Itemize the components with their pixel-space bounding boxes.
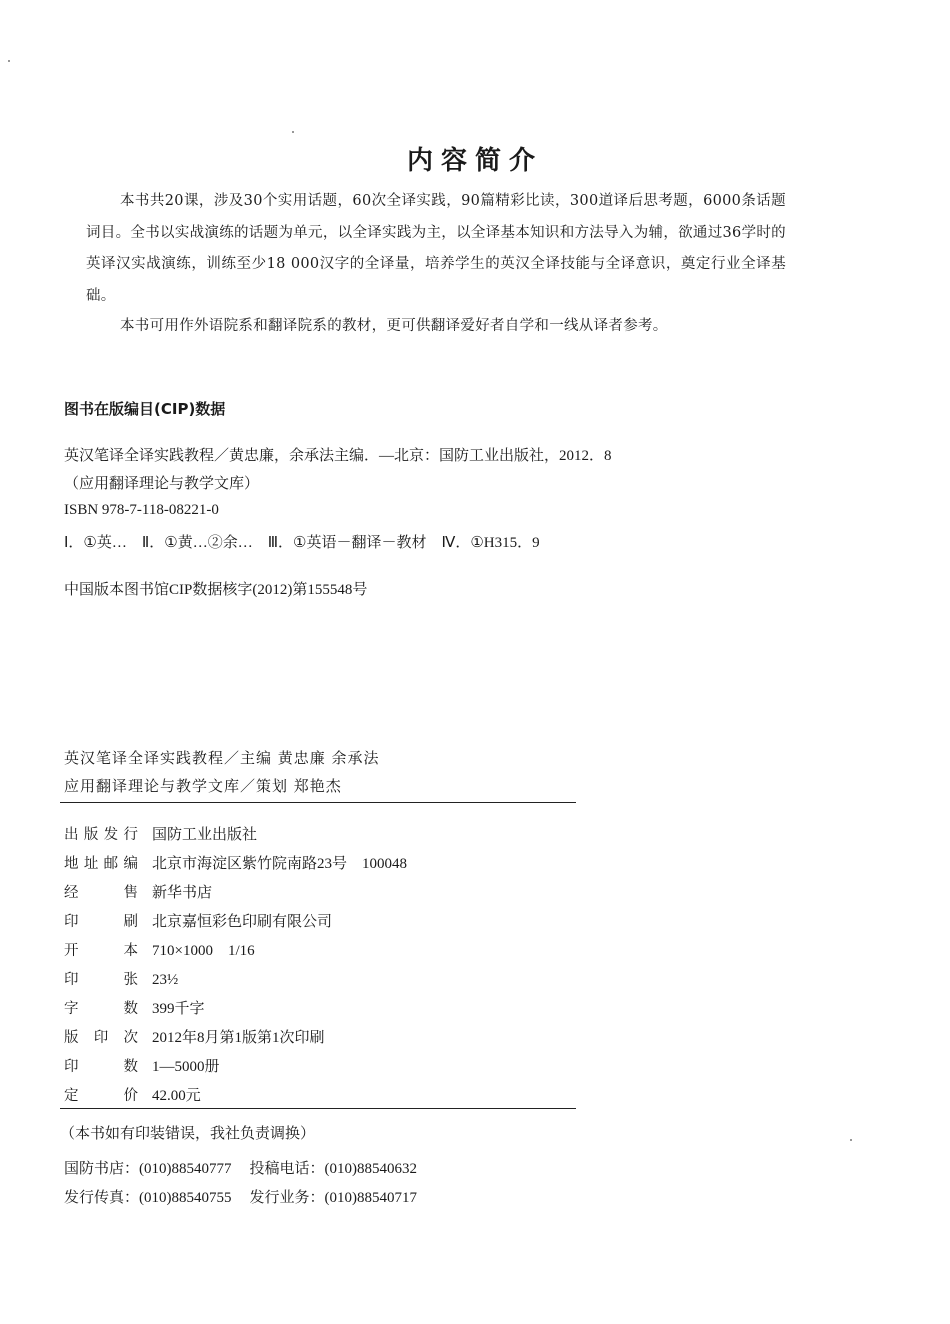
- intro-paragraph-2: 本书可用作外语院系和翻译院系的教材，更可供翻译爱好者自学和一线从译者参考。: [120, 318, 668, 334]
- pub-label: 定价: [64, 1088, 138, 1104]
- contact-line-2: [64, 1186, 417, 1207]
- pub-value: 北京嘉恒彩色印刷有限公司: [152, 914, 333, 930]
- bookstore-phone: 国防书店：(010)88540777: [64, 1161, 232, 1177]
- pub-value: 710×1000 1/16: [152, 943, 255, 959]
- pub-label: 印刷: [64, 914, 138, 930]
- returns-note: （本书如有印装错误，我社负责调换）: [60, 1124, 316, 1142]
- distribution-phone: 发行业务：(010)88540717: [249, 1190, 417, 1206]
- pub-label: 开本: [64, 943, 138, 959]
- cip-series-line: （应用翻译理论与教学文库）: [64, 476, 260, 492]
- pub-row-price: [64, 1084, 201, 1110]
- scan-speck: [8, 60, 10, 62]
- cip-heading: 图书在版编目(CIP)数据: [64, 400, 226, 418]
- cip-title-line: 英汉笔译全译实践教程／黄忠廉，余承法主编．—北京：国防工业出版社，2012．8: [64, 448, 612, 464]
- submission-phone: 投稿电话：(010)88540632: [249, 1161, 417, 1177]
- intro-paragraph-1: 本书共20课，涉及30个实用话题，60次全译实践，90篇精彩比读，300道译后思考题，6000条话题词目。全书以实战演练的话题为单元，以全译实践为主，以全译基本知识和方法导入为辅，欲通过36学时的英译汉实战演练，训练至少18 000汉字的全译量，培养学生的英汉全译技能与全译意识，奠定行业全译基础。: [86, 193, 786, 304]
- pub-label: 印数: [64, 1059, 138, 1075]
- pub-value: 2012年8月第1版第1次印刷: [152, 1030, 325, 1046]
- scan-speck: [850, 1139, 852, 1141]
- divider-bottom: [60, 1108, 576, 1109]
- pub-label: 字数: [64, 1001, 138, 1017]
- pub-row-publisher: [64, 823, 257, 849]
- pub-row-edition: [64, 1026, 325, 1052]
- pub-label: 地址邮编: [64, 856, 138, 872]
- pub-value: 23½: [152, 972, 179, 988]
- pub-label: 印张: [64, 972, 138, 988]
- pub-row-printer: [64, 910, 332, 936]
- pub-value: 北京市海淀区紫竹院南路23号 100048: [152, 856, 408, 872]
- intro-title: 内容简介: [406, 146, 543, 176]
- credit-series-planner: 应用翻译理论与教学文库／策划 郑艳杰: [64, 777, 342, 795]
- scan-speck: [292, 131, 294, 133]
- pub-row-sheets: [64, 968, 178, 994]
- divider-top: [60, 802, 576, 803]
- pub-row-distributor: [64, 881, 212, 907]
- pub-row-format: [64, 939, 255, 965]
- pub-row-address: [64, 852, 407, 878]
- pub-label: 出版发行: [64, 827, 138, 843]
- pub-label: 版印次: [64, 1030, 138, 1046]
- cip-classification-line: Ⅰ．①英… Ⅱ．①黄…②余… Ⅲ．①英语－翻译－教材 Ⅳ．①H315．9: [64, 535, 540, 551]
- pub-row-print-run: [64, 1055, 220, 1081]
- cip-record-number: 中国版本图书馆CIP数据核字(2012)第155548号: [64, 582, 368, 598]
- pub-value: 新华书店: [152, 885, 213, 901]
- pub-value: 399千字: [152, 1001, 205, 1017]
- pub-value: 1—5000册: [152, 1059, 220, 1075]
- pub-value: 42.00元: [152, 1088, 201, 1104]
- pub-value: 国防工业出版社: [152, 827, 258, 843]
- pub-label: 经售: [64, 885, 138, 901]
- credit-editors: 英汉笔译全译实践教程／主编 黄忠廉 余承法: [64, 749, 380, 767]
- pub-row-word-count: [64, 997, 205, 1023]
- cip-isbn-line: ISBN 978-7-118-08221-0: [64, 502, 219, 518]
- distribution-fax: 发行传真：(010)88540755: [64, 1190, 232, 1206]
- contact-line-1: [64, 1157, 417, 1178]
